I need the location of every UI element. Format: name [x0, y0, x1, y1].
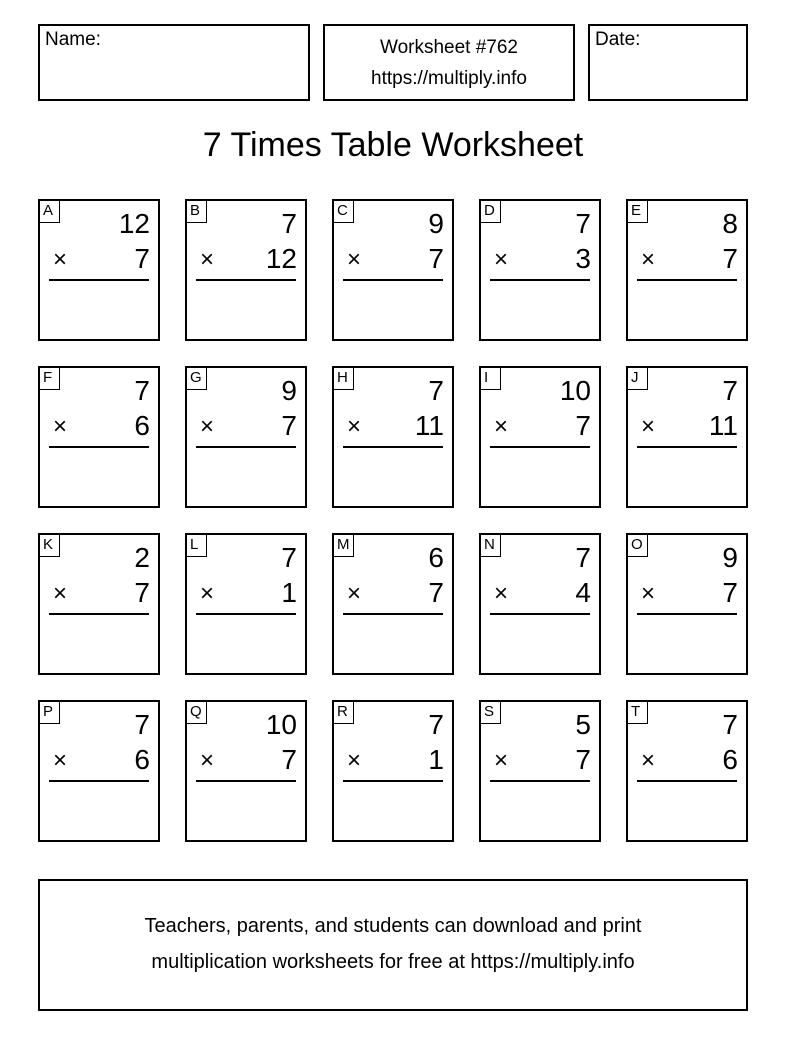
problem-letter: T [628, 702, 648, 724]
problem-letter: L [187, 535, 207, 557]
problem-bottom-number: 3 [575, 243, 591, 274]
times-icon: × [641, 747, 656, 774]
problem-bottom-number: 7 [281, 744, 297, 775]
problem-letter: F [40, 368, 60, 390]
problem-bottom-number: 7 [281, 410, 297, 441]
problem-letter: C [334, 201, 354, 223]
times-icon: × [641, 246, 656, 273]
problem-letter: A [40, 201, 60, 223]
name-label: Name: [45, 29, 101, 50]
problem-bottom-number: 11 [708, 410, 738, 441]
answer-line [490, 613, 590, 615]
times-icon: × [200, 246, 215, 273]
times-icon: × [53, 580, 68, 607]
problem-letter: J [628, 368, 648, 390]
problem-letter: K [40, 535, 60, 557]
times-icon: × [53, 413, 68, 440]
answer-line [490, 279, 590, 281]
times-icon: × [494, 580, 509, 607]
problem-card[interactable] [479, 700, 601, 842]
times-icon: × [641, 580, 656, 607]
problem-card[interactable] [332, 199, 454, 341]
problem-card[interactable] [185, 700, 307, 842]
problem-card[interactable] [332, 366, 454, 508]
problem-top-number: 12 [118, 208, 150, 239]
times-icon: × [200, 747, 215, 774]
answer-line [490, 446, 590, 448]
answer-line [637, 279, 737, 281]
problem-bottom-number: 7 [134, 243, 150, 274]
problem-letter: Q [187, 702, 207, 724]
problem-card[interactable] [38, 199, 160, 341]
worksheet-number: Worksheet #762 [379, 37, 518, 58]
page-title: 7 Times Table Worksheet [202, 126, 584, 164]
answer-line [343, 279, 443, 281]
problem-top-number: 9 [722, 542, 738, 573]
answer-line [49, 446, 149, 448]
problem-top-number: 9 [281, 375, 297, 406]
answer-line [637, 780, 737, 782]
problem-card[interactable] [38, 700, 160, 842]
problem-card[interactable] [38, 533, 160, 675]
answer-line [196, 279, 296, 281]
problem-top-number: 7 [575, 208, 591, 239]
times-icon: × [347, 246, 362, 273]
problem-letter: I [481, 368, 501, 390]
problem-top-number: 10 [265, 709, 297, 740]
times-icon: × [641, 413, 656, 440]
times-icon: × [200, 413, 215, 440]
footer-line-2: multiplication worksheets for free at https://multiply.info [151, 951, 635, 973]
problem-letter: E [628, 201, 648, 223]
problem-top-number: 7 [428, 709, 444, 740]
problem-bottom-number: 1 [281, 577, 297, 608]
problem-bottom-number: 4 [575, 577, 591, 608]
problem-letter: O [628, 535, 648, 557]
problem-letter: N [481, 535, 501, 557]
problem-letter: R [334, 702, 354, 724]
problem-top-number: 2 [134, 542, 150, 573]
times-icon: × [347, 580, 362, 607]
problem-letter: B [187, 201, 207, 223]
times-icon: × [494, 413, 509, 440]
problem-letter: M [334, 535, 354, 557]
times-icon: × [53, 747, 68, 774]
problem-top-number: 9 [428, 208, 444, 239]
problem-letter: G [187, 368, 207, 390]
answer-line [196, 780, 296, 782]
problem-card[interactable] [479, 366, 601, 508]
answer-line [196, 446, 296, 448]
problem-card[interactable] [185, 366, 307, 508]
problem-card[interactable] [38, 366, 160, 508]
answer-line [637, 446, 737, 448]
problem-top-number: 7 [428, 375, 444, 406]
problem-bottom-number: 7 [428, 577, 444, 608]
problem-bottom-number: 11 [414, 410, 444, 441]
problem-card[interactable] [332, 533, 454, 675]
problem-top-number: 8 [722, 208, 738, 239]
times-icon: × [347, 413, 362, 440]
problem-bottom-number: 7 [722, 243, 738, 274]
problem-bottom-number: 7 [134, 577, 150, 608]
answer-line [343, 446, 443, 448]
answer-line [343, 613, 443, 615]
problem-bottom-number: 7 [575, 744, 591, 775]
problem-top-number: 10 [559, 375, 591, 406]
problem-bottom-number: 7 [428, 243, 444, 274]
date-label: Date: [595, 29, 641, 50]
problem-card[interactable] [185, 199, 307, 341]
answer-line [49, 613, 149, 615]
problem-top-number: 5 [575, 709, 591, 740]
problem-card[interactable] [479, 533, 601, 675]
problem-card[interactable] [479, 199, 601, 341]
problem-bottom-number: 6 [134, 744, 150, 775]
problem-top-number: 7 [134, 375, 150, 406]
problem-letter: S [481, 702, 501, 724]
answer-line [196, 613, 296, 615]
name-field-box[interactable] [38, 24, 310, 101]
problem-bottom-number: 7 [575, 410, 591, 441]
times-icon: × [494, 747, 509, 774]
problem-bottom-number: 1 [428, 744, 444, 775]
worksheet-info-box [323, 24, 575, 101]
worksheet-url: https://multiply.info [371, 68, 527, 89]
footer-box [38, 879, 748, 1011]
problem-bottom-number: 7 [722, 577, 738, 608]
problem-top-number: 6 [428, 542, 444, 573]
footer-line-1: Teachers, parents, and students can download and print [144, 915, 642, 937]
answer-line [49, 279, 149, 281]
problem-bottom-number: 12 [265, 243, 297, 274]
problem-letter: P [40, 702, 60, 724]
times-icon: × [494, 246, 509, 273]
times-icon: × [53, 246, 68, 273]
times-icon: × [347, 747, 362, 774]
problem-top-number: 7 [575, 542, 591, 573]
problem-top-number: 7 [281, 542, 297, 573]
answer-line [343, 780, 443, 782]
times-icon: × [200, 580, 215, 607]
problem-card[interactable] [332, 700, 454, 842]
answer-line [49, 780, 149, 782]
date-field-box[interactable] [588, 24, 748, 101]
answer-line [637, 613, 737, 615]
problem-bottom-number: 6 [722, 744, 738, 775]
problem-card[interactable] [626, 700, 748, 842]
problem-card[interactable] [626, 533, 748, 675]
problem-bottom-number: 6 [134, 410, 150, 441]
answer-line [490, 780, 590, 782]
problem-card[interactable] [626, 366, 748, 508]
problem-letter: D [481, 201, 501, 223]
problem-letter: H [334, 368, 354, 390]
problem-top-number: 7 [722, 375, 738, 406]
problem-card[interactable] [626, 199, 748, 341]
problem-top-number: 7 [134, 709, 150, 740]
problem-card[interactable] [185, 533, 307, 675]
problem-top-number: 7 [722, 709, 738, 740]
problem-top-number: 7 [281, 208, 297, 239]
